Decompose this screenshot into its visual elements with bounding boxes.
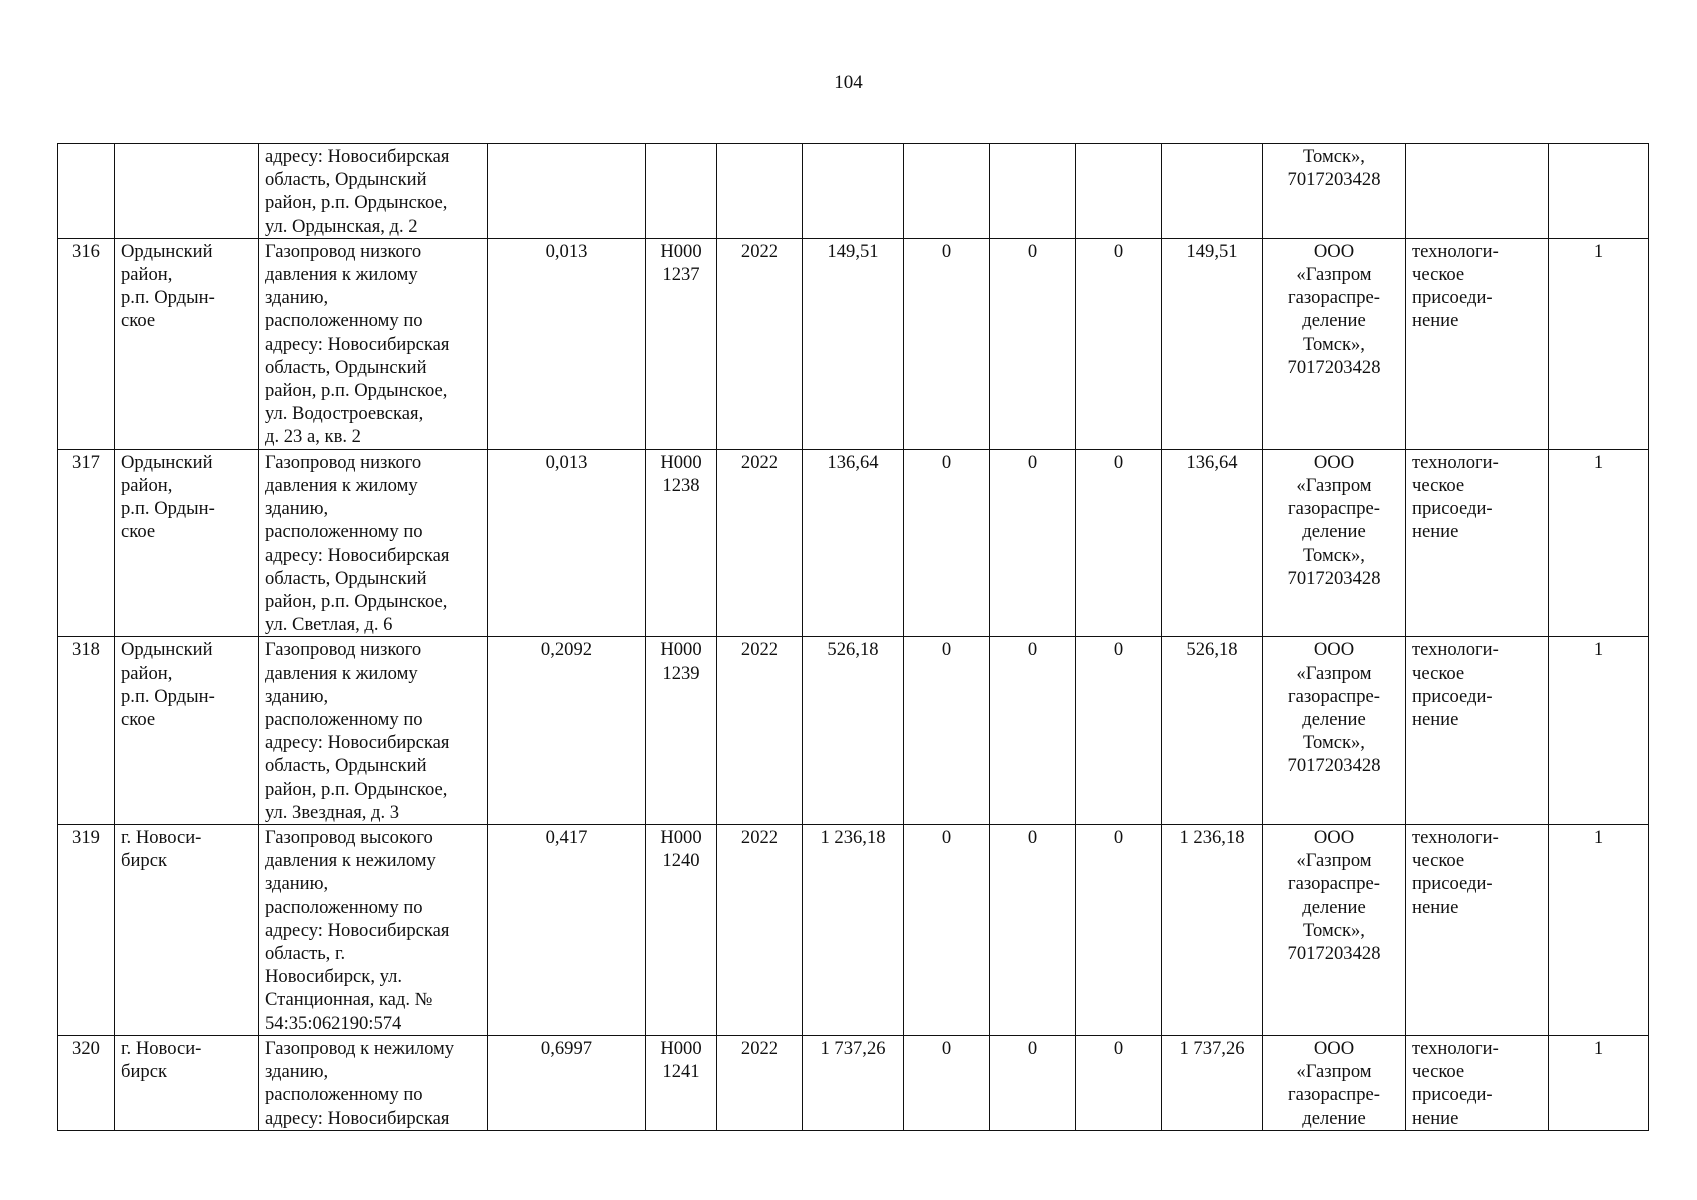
cell-code: Н000 1238 xyxy=(646,449,717,637)
cell-code: Н000 1239 xyxy=(646,637,717,825)
cell-num: 318 xyxy=(58,637,115,825)
cell-qty: 1 xyxy=(1549,449,1649,637)
cell-owner: ООО «Газпром газораспре- деление Томск», 7017203428 xyxy=(1263,825,1406,1036)
cell-v3: 0 xyxy=(1076,449,1162,637)
cell-v2: 0 xyxy=(990,1036,1076,1131)
table-row xyxy=(58,1036,1649,1131)
cell-location: г. Новоси- бирск xyxy=(115,1036,259,1131)
cell-basis xyxy=(1406,144,1549,239)
cell-length: 0,013 xyxy=(488,238,646,449)
cell-year: 2022 xyxy=(717,637,803,825)
cell-qty: 1 xyxy=(1549,637,1649,825)
cell-total: 136,64 xyxy=(1162,449,1263,637)
cell-code xyxy=(646,144,717,239)
cell-owner: ООО «Газпром газораспре- деление Томск», 7017203428 xyxy=(1263,238,1406,449)
cell-cost: 149,51 xyxy=(803,238,904,449)
cell-location: Ордынский район, р.п. Ордын- ское xyxy=(115,238,259,449)
cell-year: 2022 xyxy=(717,449,803,637)
cell-owner: ООО «Газпром газораспре- деление xyxy=(1263,1036,1406,1131)
cell-code: Н000 1237 xyxy=(646,238,717,449)
cell-v2: 0 xyxy=(990,238,1076,449)
cell-v3: 0 xyxy=(1076,637,1162,825)
cell-year: 2022 xyxy=(717,238,803,449)
table-row xyxy=(58,825,1649,1036)
cell-v1: 0 xyxy=(904,1036,990,1131)
cell-v2: 0 xyxy=(990,449,1076,637)
cell-owner: ООО «Газпром газораспре- деление Томск», 7017203428 xyxy=(1263,449,1406,637)
table-row xyxy=(58,637,1649,825)
cell-v1: 0 xyxy=(904,825,990,1036)
cell-v1 xyxy=(904,144,990,239)
cell-object: Газопровод к нежилому зданию, расположенному по адресу: Новосибирская xyxy=(259,1036,488,1131)
cell-length xyxy=(488,144,646,239)
table-row-continuation xyxy=(58,144,1649,239)
cell-qty: 1 xyxy=(1549,825,1649,1036)
cell-basis: технологи- ческое присоеди- нение xyxy=(1406,238,1549,449)
cell-owner: Томск», 7017203428 xyxy=(1263,144,1406,239)
cell-v3: 0 xyxy=(1076,238,1162,449)
page-number: 104 xyxy=(834,72,863,93)
cell-cost xyxy=(803,144,904,239)
cell-num: 316 xyxy=(58,238,115,449)
cell-v3: 0 xyxy=(1076,825,1162,1036)
cell-v1: 0 xyxy=(904,238,990,449)
cell-cost: 136,64 xyxy=(803,449,904,637)
cell-object: Газопровод низкого давления к жилому зданию, расположенному по адресу: Новосибирская область, Ордынский район, р.п. Ордынское, ул. Светлая, д. 6 xyxy=(259,449,488,637)
cell-object: Газопровод низкого давления к жилому зданию, расположенному по адресу: Новосибирская область, Ордынский район, р.п. Ордынское, ул. Водостроевская, д. 23 а, кв. 2 xyxy=(259,238,488,449)
cell-length: 0,6997 xyxy=(488,1036,646,1131)
cell-v2 xyxy=(990,144,1076,239)
cell-code: Н000 1240 xyxy=(646,825,717,1036)
cell-length: 0,013 xyxy=(488,449,646,637)
table-row xyxy=(58,449,1649,637)
cell-qty xyxy=(1549,144,1649,239)
cell-code: Н000 1241 xyxy=(646,1036,717,1131)
cell-num: 320 xyxy=(58,1036,115,1131)
cell-num: 319 xyxy=(58,825,115,1036)
cell-cost: 1 737,26 xyxy=(803,1036,904,1131)
cell-v1: 0 xyxy=(904,449,990,637)
cell-basis: технологи- ческое присоеди- нение xyxy=(1406,449,1549,637)
cell-num xyxy=(58,144,115,239)
cell-v2: 0 xyxy=(990,825,1076,1036)
cell-year xyxy=(717,144,803,239)
cell-year: 2022 xyxy=(717,825,803,1036)
cell-v2: 0 xyxy=(990,637,1076,825)
cell-year: 2022 xyxy=(717,1036,803,1131)
cell-total xyxy=(1162,144,1263,239)
cell-location xyxy=(115,144,259,239)
cell-length: 0,2092 xyxy=(488,637,646,825)
cell-basis: технологи- ческое присоеди- нение xyxy=(1406,1036,1549,1131)
cell-cost: 526,18 xyxy=(803,637,904,825)
cell-total: 1 236,18 xyxy=(1162,825,1263,1036)
cell-object: Газопровод низкого давления к жилому зданию, расположенному по адресу: Новосибирская область, Ордынский район, р.п. Ордынское, ул. Звездная, д. 3 xyxy=(259,637,488,825)
register-table xyxy=(57,143,1649,1131)
cell-total: 526,18 xyxy=(1162,637,1263,825)
cell-owner: ООО «Газпром газораспре- деление Томск», 7017203428 xyxy=(1263,637,1406,825)
cell-length: 0,417 xyxy=(488,825,646,1036)
cell-object: Газопровод высокого давления к нежилому зданию, расположенному по адресу: Новосибирская область, г. Новосибирск, ул. Станционная, кад. № 54:35:062190:574 xyxy=(259,825,488,1036)
cell-cost: 1 236,18 xyxy=(803,825,904,1036)
cell-v1: 0 xyxy=(904,637,990,825)
cell-v3: 0 xyxy=(1076,1036,1162,1131)
cell-location: Ордынский район, р.п. Ордын- ское xyxy=(115,449,259,637)
cell-qty: 1 xyxy=(1549,1036,1649,1131)
cell-location: г. Новоси- бирск xyxy=(115,825,259,1036)
cell-total: 1 737,26 xyxy=(1162,1036,1263,1131)
table-row xyxy=(58,238,1649,449)
cell-v3 xyxy=(1076,144,1162,239)
cell-basis: технологи- ческое присоеди- нение xyxy=(1406,637,1549,825)
cell-total: 149,51 xyxy=(1162,238,1263,449)
cell-object: адресу: Новосибирская область, Ордынский район, р.п. Ордынское, ул. Ордынская, д. 2 xyxy=(259,144,488,239)
cell-basis: технологи- ческое присоеди- нение xyxy=(1406,825,1549,1036)
cell-location: Ордынский район, р.п. Ордын- ское xyxy=(115,637,259,825)
cell-qty: 1 xyxy=(1549,238,1649,449)
table-body xyxy=(58,144,1649,1131)
cell-num: 317 xyxy=(58,449,115,637)
